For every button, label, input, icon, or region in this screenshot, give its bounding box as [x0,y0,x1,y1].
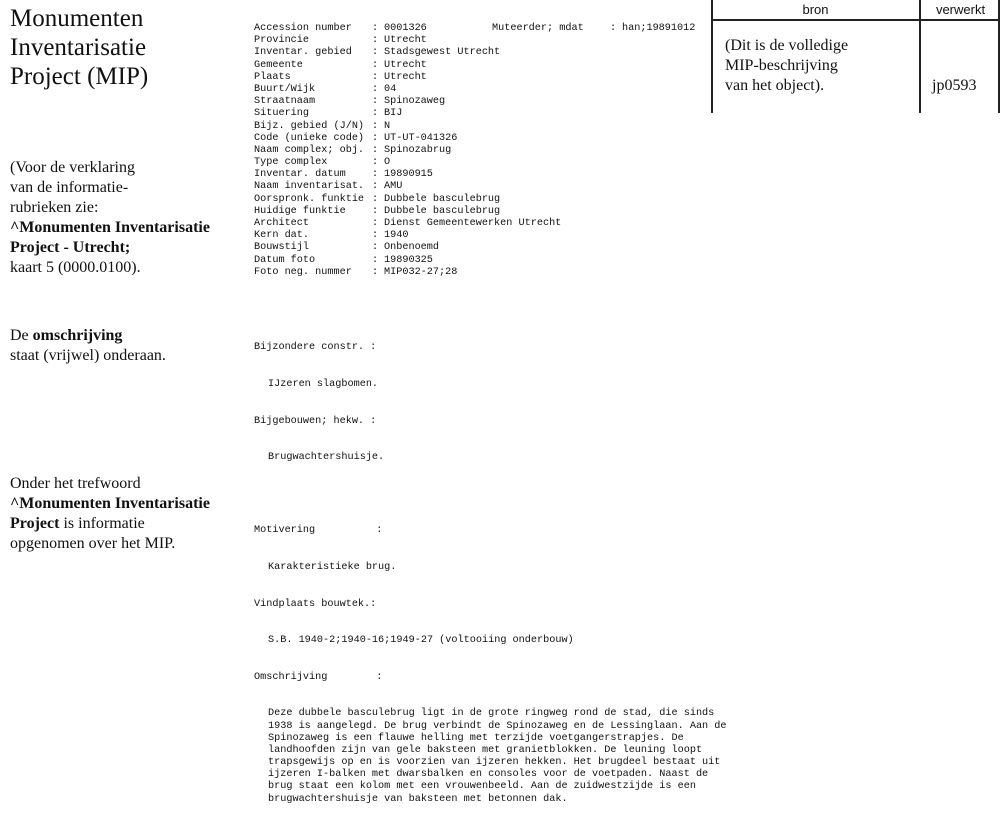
record-row: Gemeente : Utrecht [254,59,427,71]
bijgebouwen-label: Bijgebouwen; hekw. : [254,415,377,427]
record-row: Straatnaam : Spinozaweg [254,96,446,108]
motivering-value: Karakteristieke brug. [268,561,397,573]
record-row: Situering : BIJ [254,108,403,120]
omschrijving-label: Omschrijving : [254,671,383,683]
reference-keyword-cont: Project - Utrecht; [10,239,131,256]
field-value: Spinozaweg [384,96,446,108]
description-keyword: omschrijving [32,327,123,344]
field-label: Kern dat. [254,230,310,242]
field-label: Architect [254,218,310,229]
record-row-accession: Accession number : 0001326 Muteerder; mdat : han;19891012 [254,23,696,34]
record-row: Naam complex; obj. : Spinozabrug [254,144,452,156]
field-value: AMU [384,181,403,193]
mip-keyword: ^Monumenten Inventarisatie [10,495,210,512]
field-value: Dubbele basculebrug [384,193,501,205]
omschrijving-line: brug staat een kolom met een vrouwenbeeld. Aan de zuidwestzijde is een [268,781,696,793]
field-label: Datum foto [254,254,316,266]
field-label: Buurt/Wijk [254,83,316,95]
omschrijving-line: 1938 is aangelegd. De brug verbindt de Spinozaweg en de Lessinglaan. Aan de [268,720,727,732]
page-title: Monumenten Inventarisatie Project (MIP) [10,5,149,90]
field-label: Plaats [254,71,291,83]
verwerkt-code: jp0593 [932,77,977,94]
field-label: Situering [254,108,310,120]
field-value: Utrecht [384,59,427,71]
omschrijving-text [254,708,727,806]
record-row: Bijz. gebied (J/N) : N [254,120,391,132]
field-value: Dienst Gemeentewerken Utrecht [384,218,562,229]
record-row: Foto neg. nummer : MIP032-27;28 [254,266,458,278]
record-fields [254,23,695,279]
field-value: BIJ [384,108,403,120]
field-value: Onbenoemd [384,242,440,254]
field-label: Bouwstijl [254,242,310,254]
field-value: Utrecht [384,71,427,83]
field-label: Naam inventarisat. [254,181,365,193]
record-rows [254,35,695,279]
record-row: Inventar. gebied : Stadsgewest Utrecht [254,47,501,59]
field-value: 1940 [384,230,409,242]
record-row: Bouwstijl : Onbenoemd [254,242,440,254]
bijzondere-constr-value: IJzeren slagbomen. [268,379,379,390]
field-label: Type complex [254,157,328,169]
source-box [711,0,1000,113]
bijgebouwen-value: Brugwachtershuisje. [268,452,385,464]
field-value: UT-UT-041326 [384,132,458,144]
field-label: Bijz. gebied (J/N) [254,120,365,132]
omschrijving-line: brugwachtershuisje van baksteen met betonnen dak. [268,793,568,805]
field-label: Code (unieke code) [254,132,365,144]
bijzondere-constr-label: Bijzondere constr. : [254,342,377,354]
omschrijving-line: Deze dubbele basculebrug ligt in de grote ringweg rond de stad, die sinds [268,708,715,720]
mip-keyword-cont: Project [10,515,60,532]
field-value: 04 [384,83,397,95]
field-value: 19890325 [384,254,433,266]
field-value: Utrecht [384,35,427,47]
record-row: Provincie : Utrecht [254,35,427,47]
description-note: De omschrijving staat (vrijwel) onderaan. [10,327,166,364]
legend-note: (Voor de verklaring van de informatie- rubrieken zie: ^Monumenten Inventarisatie Project - Utrecht; kaart 5 (0000.0100). [10,158,245,278]
record-row: Inventar. datum : 19890915 [254,169,433,181]
record-row: Kern dat. : 1940 [254,230,409,242]
field-value: N [384,120,391,132]
record-row: Datum foto : 19890325 [254,254,433,266]
omschrijving-line: Spinozaweg is een flauwe helling met terzijde voetgangerstrapjes. De [268,732,684,744]
field-label: Gemeente [254,59,303,71]
vindplaats-label: Vindplaats bouwtek.: [254,598,377,610]
motivering-label: Motivering : [254,525,383,537]
field-value: Stadsgewest Utrecht [384,47,501,59]
field-label: Inventar. datum [254,169,346,181]
record-row: Naam inventarisat. : AMU [254,181,403,193]
field-label: Provincie [254,35,310,47]
field-label: Foto neg. nummer [254,266,352,278]
field-value: O [384,157,391,169]
field-label: Oorspronk. funktie [254,193,365,205]
vindplaats-value: S.B. 1940-2;1940-16;1949-27 (voltooiing onderbouw) [268,635,574,647]
field-label: Naam complex; obj. [254,144,365,156]
record-row: Huidige funktie : Dubbele basculebrug [254,205,501,217]
reference-keyword: ^Monumenten Inventarisatie [10,219,210,236]
record-row: Architect : Dienst Gemeentewerken Utrecht [254,218,562,229]
bron-text: (Dit is de volledige MIP-beschrijving van het object). [725,37,849,94]
record-row: Plaats : Utrecht [254,71,427,83]
field-value: Spinozabrug [384,144,452,156]
omschrijving-line: trapsgewijs op en is voorzien van ijzeren hekken. Het brugdeel bestaat uit [268,757,721,769]
field-value: 19890915 [384,169,433,181]
field-value: MIP032-27;28 [384,266,458,278]
record-row: Oorspronk. funktie : Dubbele basculebrug [254,193,501,205]
field-label: Straatnaam [254,96,316,108]
verwerkt-header: verwerkt [935,2,986,17]
keyword-note: Onder het trefwoord ^Monumenten Inventarisatie Project is informatie opgenomen over het MIP. [10,474,245,554]
omschrijving-line: ijzeren I-balken met dwarsbalken en consoles voor de voetpaden. Naast de [268,769,709,781]
bron-header: bron [802,2,829,17]
field-label: Huidige funktie [254,205,346,217]
record-row: Code (unieke code) : UT-UT-041326 [254,132,458,144]
field-label: Inventar. gebied [254,47,352,59]
omschrijving-line: landhoofden zijn van gele baksteen met granietblokken. De leuning loopt [268,744,703,756]
record-row: Buurt/Wijk : 04 [254,83,397,95]
record-row: Type complex : O [254,157,391,169]
record-description [254,318,727,818]
field-value: Dubbele basculebrug [384,205,501,217]
